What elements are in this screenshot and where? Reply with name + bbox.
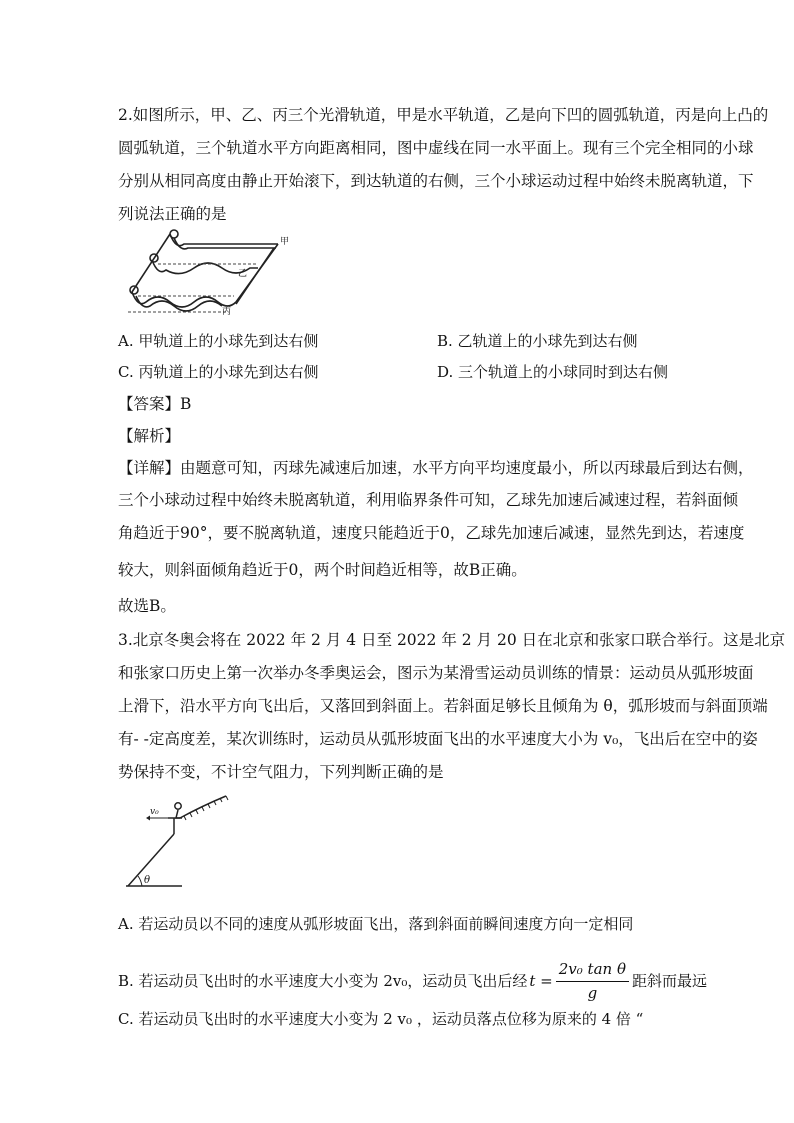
q3-stem-line-2: 和张家口历史上第一次举办冬季奥运会，图示为某滑雪运动员训练的情景：运动员从弧形坡面 (118, 664, 754, 682)
q2-stem-line-3: 分别从相同高度由静止开始滚下，到达轨道的右侧，三个小球运动过程中始终未脱离轨道，下 (118, 172, 754, 190)
theta-label: θ (144, 875, 151, 886)
q3-option-b (118, 959, 707, 1003)
q2-answer: 【答案】B (118, 395, 192, 413)
q2-stem-line-2: 圆弧轨道，三个轨道水平方向距离相同，图中虚线在同一水平面上。现有三个完全相同的小球 (118, 139, 754, 157)
q3-option-a: A. 若运动员以不同的速度从弧形坡面飞出，落到斜面前瞬间速度方向一定相同 (118, 915, 634, 933)
q3-option-b-fraction (556, 959, 629, 1003)
track-label-bing: 丙 (222, 307, 232, 317)
q3-option-c: C. 若运动员飞出时的水平速度大小变为 2 v₀ ，运动员落点位移为原来的 4 倍 “ (118, 1010, 644, 1028)
v0-label: v₀ (150, 807, 159, 817)
ski-slope-figure (122, 792, 242, 890)
q2-detail-line-1: 【详解】由题意可知，丙球先减速后加速，水平方向平均速度最小，所以丙球最后到达右侧， (118, 459, 754, 477)
q2-detail-line-4: 较大，则斜面倾角趋近于0，两个时间趋近相等，故B正确。 (118, 561, 527, 579)
fraction-numerator: 2v₀ tan θ (556, 959, 629, 982)
q3-stem-line-1: 3.北京冬奥会将在 2022 年 2 月 4 日至 2022 年 2 月 20 日在北京和张家口联合举行。这是北京 (118, 631, 786, 649)
q2-analysis-heading: 【解析】 (118, 427, 181, 445)
q2-conclusion: 故选B。 (118, 597, 176, 615)
q2-option-c: C. 丙轨道上的小球先到达右侧 (118, 363, 319, 381)
three-tracks-figure (118, 222, 308, 322)
fraction-denominator: g (587, 984, 598, 1002)
q3-option-b-suffix: 距斜而最远 (631, 972, 707, 990)
q2-option-a: A. 甲轨道上的小球先到达右侧 (118, 332, 319, 350)
q3-stem-line-5: 势保持不变，不计空气阻力，下列判断正确的是 (118, 763, 444, 781)
track-label-yi: 乙 (238, 269, 248, 279)
q2-stem-line-4: 列说法正确的是 (118, 205, 227, 223)
q2-detail-line-3: 角趋近于90°，要不脱离轨道，速度只能趋近于0，乙球先加速后减速，显然先到达，若速度 (118, 524, 745, 542)
q3-stem-line-4: 有- -定高度差，某次训练时，运动员从弧形坡面飞出的水平速度大小为 v₀，飞出后在空中的姿 (118, 730, 758, 748)
q3-option-b-t: t = (529, 972, 553, 990)
q2-detail-line-2: 三个小球动过程中始终未脱离轨道，利用临界条件可知，乙球先加速后减速过程，若斜面倾 (118, 491, 739, 509)
q3-option-b-prefix: B. 若运动员飞出时的水平速度大小变为 2v₀，运动员飞出后经 (118, 972, 528, 990)
q2-option-b: B. 乙轨道上的小球先到达右侧 (437, 332, 638, 350)
q3-stem-line-3: 上滑下，沿水平方向飞出后，又落回到斜面上。若斜面足够长且倾角为 θ，弧形坡而与斜面顶端 (118, 697, 768, 715)
q2-stem-line-1: 2.如图所示，甲、乙、丙三个光滑轨道，甲是水平轨道，乙是向下凹的圆弧轨道，丙是向上凸的 (118, 106, 769, 124)
track-label-jia: 甲 (280, 237, 290, 247)
q2-option-d: D. 三个轨道上的小球同时到达右侧 (437, 363, 669, 381)
